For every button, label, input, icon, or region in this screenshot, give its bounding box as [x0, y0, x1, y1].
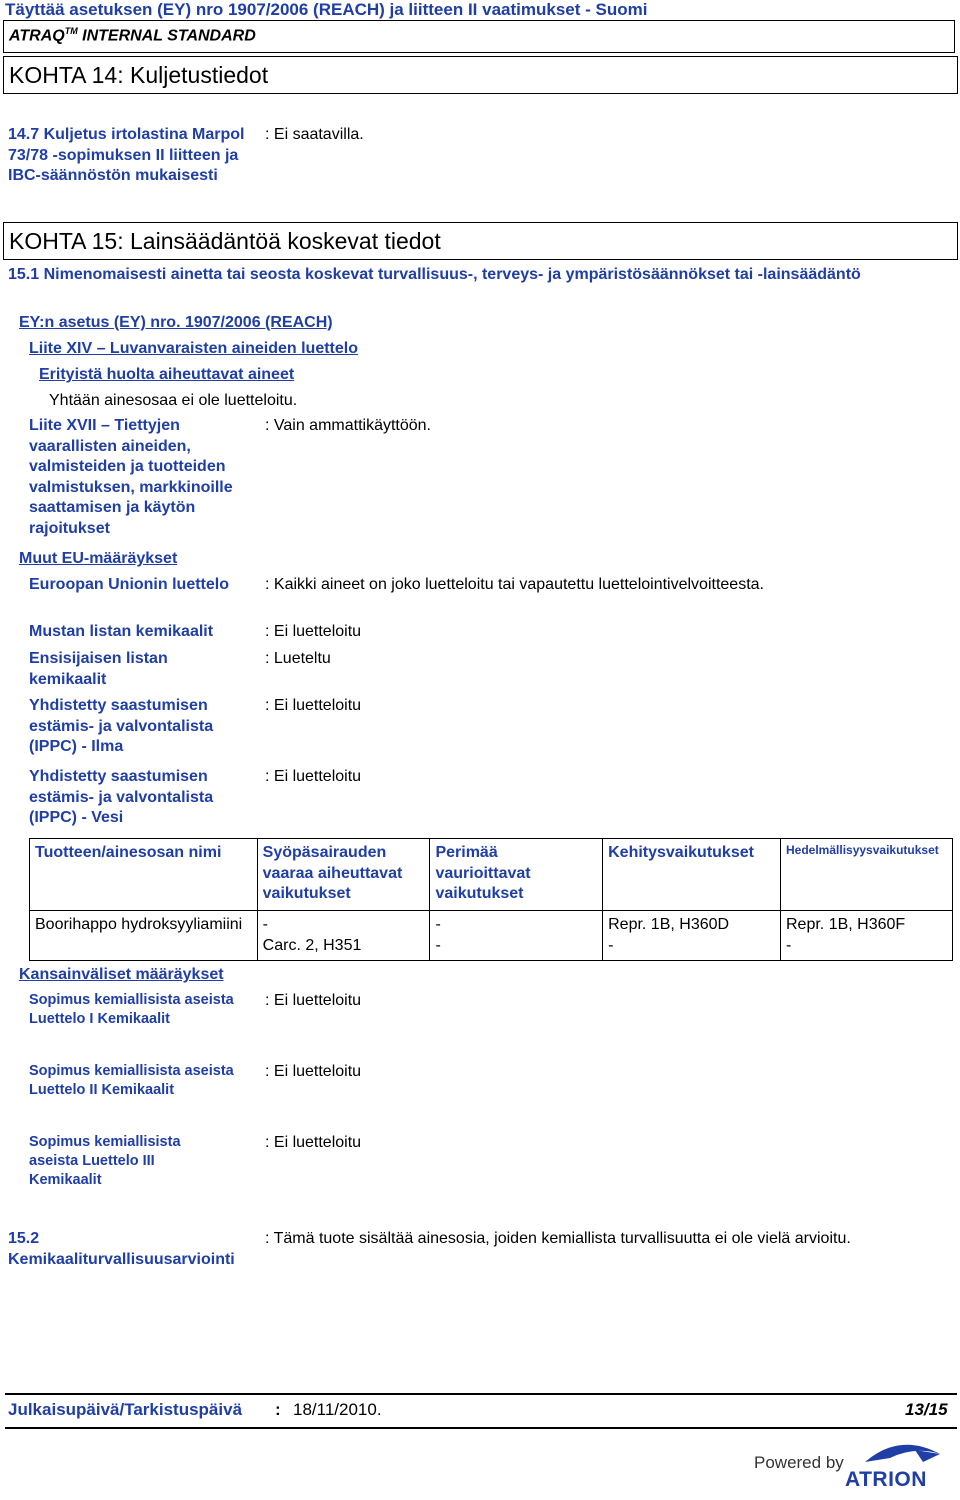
international-regulations-heading: Kansainväliset määräykset [19, 966, 224, 983]
standard-suffix: INTERNAL STANDARD [77, 27, 256, 45]
ippc-water-label: Yhdistetty saastumisen estämis- ja valvontalista (IPPC) - Vesi [29, 768, 214, 826]
header-product-name: Tuotteen/ainesosan nimi [30, 839, 258, 911]
ippc-water-value: : Ei luetteloitu [265, 768, 362, 785]
priority-list-value: : Lueteltu [265, 650, 331, 667]
footer-top-rule [5, 1393, 957, 1395]
csa-text: Tämä tuote sisältää ainesosia, joiden kemiallista turvallisuutta ei ole vielä arvioitu. [273, 1230, 851, 1247]
powered-by-text: Powered by [754, 1453, 844, 1472]
bulk-transport-label: 14.7 Kuljetus irtolastina Marpol 73/78 -sopimuksen II liitteen ja IBC-säännöstön mukaisesti [8, 126, 245, 184]
cell-carcinogenic: - Carc. 2, H351 [257, 911, 430, 961]
annex-xvii-text: Vain ammattikäyttöön. [273, 417, 431, 434]
header-mutagenic: Perimää vaurioittavat vaikutukset [430, 839, 603, 911]
document-regulation-title: Täyttää asetuksen (EY) nro 1907/2006 (REACH) ja liitteen II vaatimukset - Suomi [5, 0, 648, 19]
standard-name [9, 26, 256, 45]
eu-regulation-heading: EY:n asetus (EY) nro. 1907/2006 (REACH) [19, 314, 333, 331]
issue-date-value: 18/11/2010. [293, 1400, 382, 1419]
cwc-list-2-label: Sopimus kemiallisista aseista Luettelo II Kemikaalit [29, 1063, 234, 1098]
standard-header-box [3, 20, 955, 53]
section-14-header [3, 56, 958, 94]
eu-inventory-label: Euroopan Unionin luettelo [29, 576, 229, 593]
annex-xvii-label: Liite XVII – Tiettyjen vaarallisten aineiden, valmisteiden ja tuotteiden valmistuksen, markkinoille saattamisen ja käytön rajoitukset [29, 417, 233, 537]
cwc-list-2-text: Ei luetteloitu [273, 1063, 362, 1080]
cwc-list-1-value: : Ei luetteloitu [265, 992, 362, 1009]
eu-inventory-value: : Kaikki aineet on joko luetteloitu tai vapautettu luettelointivelvoitteesta. [265, 576, 764, 593]
cwc-list-2-value: : Ei luetteloitu [265, 1063, 362, 1080]
subsection-15-1: 15.1 Nimenomaisesti ainetta tai seosta koskevat turvallisuus-, terveys- ja ympäristösäännökset tai -lainsäädäntö [8, 266, 861, 283]
priority-list-text: Lueteltu [273, 650, 331, 667]
annex-xvii-value: : Vain ammattikäyttöön. [265, 417, 431, 434]
ippc-air-label: Yhdistetty saastumisen estämis- ja valvontalista (IPPC) - Ilma [29, 697, 214, 755]
svhc-heading: Erityistä huolta aiheuttavat aineet [39, 366, 295, 383]
black-list-value: : Ei luetteloitu [265, 623, 362, 640]
cell-mutagenic: - - [430, 911, 603, 961]
cwc-list-3-text: Ei luetteloitu [273, 1134, 362, 1151]
cwc-list-3-label: Sopimus kemiallisista aseista Luettelo III Kemikaalit [29, 1134, 181, 1188]
cwc-list-1-text: Ei luetteloitu [273, 992, 362, 1009]
cell-developmental: Repr. 1B, H360D - [603, 911, 781, 961]
bulk-transport-text: Ei saatavilla. [273, 126, 364, 143]
csa-label: 15.2 Kemikaaliturvallisuusarviointi [8, 1230, 235, 1268]
section-15-header [3, 222, 958, 260]
cell-fertility: Repr. 1B, H360F - [781, 911, 953, 961]
black-list-text: Ei luetteloitu [273, 623, 362, 640]
table-header-row [30, 839, 953, 911]
cwc-list-3-value: : Ei luetteloitu [265, 1134, 362, 1151]
page-number: 13/15 [905, 1400, 948, 1419]
ippc-air-value: : Ei luetteloitu [265, 697, 362, 714]
csa-value: : Tämä tuote sisältää ainesosia, joiden kemiallista turvallisuutta ei ole vielä arvioitu. [265, 1230, 851, 1247]
reproductive-toxicity-table [29, 838, 953, 961]
header-carcinogenic: Syöpäsairauden vaaraa aiheuttavat vaikutukset [257, 839, 430, 911]
priority-list-label: Ensisijaisen listan kemikaalit [29, 650, 168, 688]
section-15-title: KOHTA 15: Lainsäädäntöä koskevat tiedot [9, 228, 441, 254]
header-fertility: Hedelmällisyysvaikutukset [781, 839, 953, 911]
cwc-list-1-label: Sopimus kemiallisista aseista Luettelo I Kemikaalit [29, 992, 234, 1027]
svhc-value: Yhtään ainesosaa ei ole luetteloitu. [49, 392, 298, 409]
bulk-transport-value: : Ei saatavilla. [265, 126, 364, 143]
annex-xiv-heading: Liite XIV – Luvanvaraisten aineiden luettelo [29, 340, 358, 357]
section-14-title: KOHTA 14: Kuljetustiedot [9, 62, 269, 88]
trademark-mark: TM [64, 26, 78, 36]
header-developmental: Kehitysvaikutukset [603, 839, 781, 911]
table-row [30, 911, 953, 961]
issue-date-colon: : [275, 1400, 281, 1419]
black-list-label: Mustan listan kemikaalit [29, 623, 214, 640]
standard-prefix: ATRAQ [9, 27, 65, 45]
eu-inventory-text: Kaikki aineet on joko luetteloitu tai vapautettu luettelointivelvoitteesta. [273, 576, 764, 593]
footer-bottom-rule [5, 1427, 957, 1429]
atrion-wordmark: ATRION [845, 1468, 927, 1491]
ippc-air-text: Ei luetteloitu [273, 697, 362, 714]
cell-product-name: Boorihappo hydroksyyliamiini [30, 911, 258, 961]
other-eu-regulations-heading: Muut EU-määräykset [19, 550, 178, 567]
issue-date-label: Julkaisupäivä/Tarkistuspäivä [8, 1400, 243, 1419]
ippc-water-text: Ei luetteloitu [273, 768, 362, 785]
atrion-logo [845, 1440, 957, 1490]
